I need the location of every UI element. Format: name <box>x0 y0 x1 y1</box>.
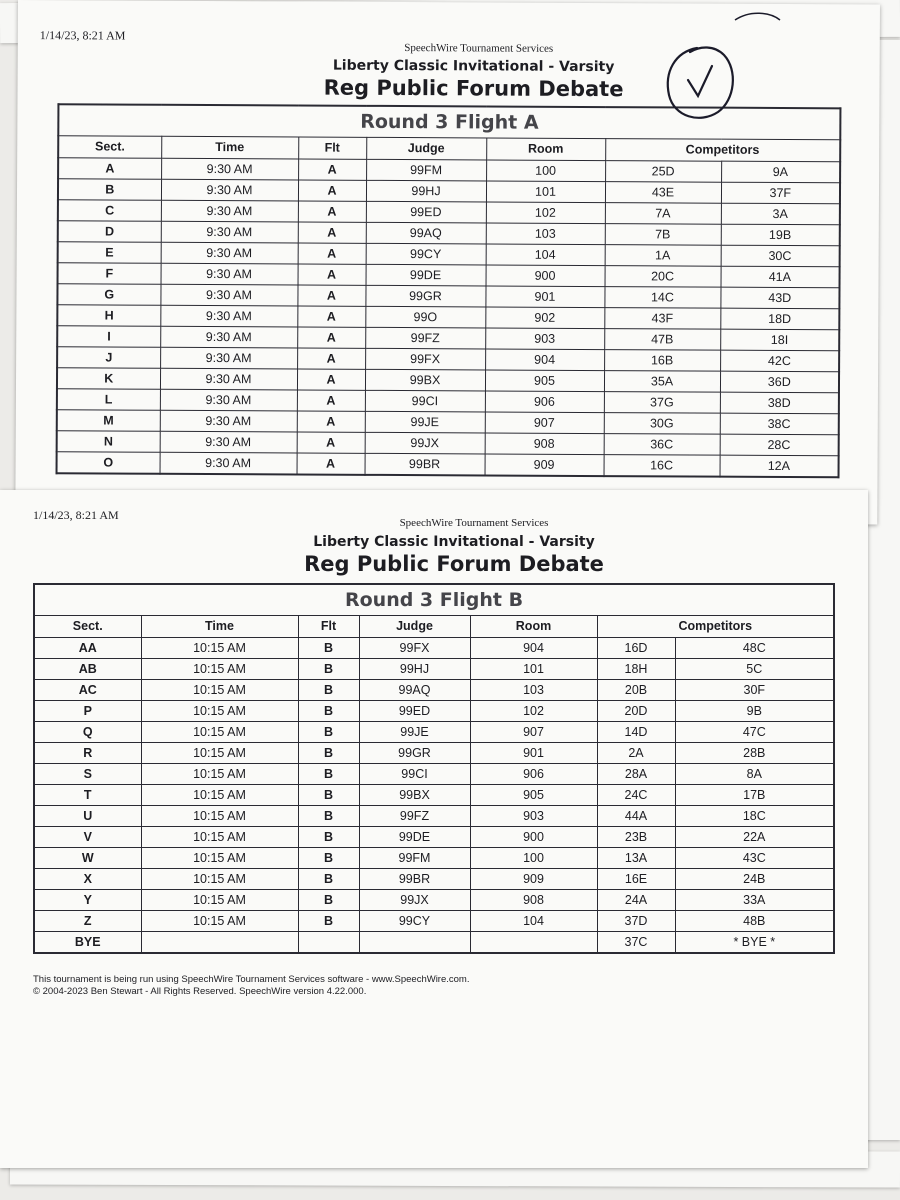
time-cell: 9:30 AM <box>160 452 297 474</box>
round-title: Round 3 Flight A <box>58 104 840 140</box>
judge-cell: 99ED <box>366 201 486 223</box>
flight-cell: B <box>298 785 359 806</box>
time-cell: 9:30 AM <box>160 347 297 369</box>
flight-cell: B <box>298 659 359 680</box>
flight-cell: B <box>298 764 359 785</box>
competitor-2-cell: 9B <box>675 701 834 722</box>
competitor-1-cell: 47B <box>604 329 720 351</box>
time-cell: 10:15 AM <box>141 911 298 932</box>
col-header-sect: Sect. <box>34 616 141 638</box>
competitor-2-cell: 9A <box>721 161 840 183</box>
time-cell: 10:15 AM <box>141 848 298 869</box>
time-cell: 10:15 AM <box>141 785 298 806</box>
time-cell: 9:30 AM <box>161 221 298 243</box>
competitor-1-cell: 20B <box>597 680 675 701</box>
room-cell: 905 <box>470 785 597 806</box>
service-name: SpeechWire Tournament Services <box>404 42 554 55</box>
competitor-1-cell: 2A <box>597 743 675 764</box>
judge-cell: 99FX <box>365 348 485 370</box>
time-cell: 9:30 AM <box>160 305 297 327</box>
competitor-1-cell: 37C <box>597 932 675 954</box>
print-timestamp: 1/14/23, 8:21 AM <box>33 508 119 522</box>
competitor-2-cell: 18C <box>675 806 834 827</box>
time-cell: 9:30 AM <box>161 158 298 180</box>
competitor-1-cell: 24C <box>597 785 675 806</box>
time-cell: 10:15 AM <box>141 659 298 680</box>
section-cell: U <box>34 806 141 827</box>
event-title: Liberty Classic Invitational - Varsity <box>332 57 615 76</box>
competitor-1-cell: 14C <box>604 287 720 309</box>
flight-cell: B <box>298 680 359 701</box>
competitor-1-cell: 30G <box>604 413 720 435</box>
competitor-2-cell: 18D <box>720 308 839 330</box>
room-cell: 900 <box>470 827 597 848</box>
competitor-2-cell: 24B <box>675 869 834 890</box>
flight-cell: B <box>298 890 359 911</box>
competitor-2-cell: 48C <box>675 638 834 659</box>
judge-cell: 99ED <box>359 701 470 722</box>
room-cell: 102 <box>486 202 605 224</box>
judge-cell: 99HJ <box>366 180 486 202</box>
judge-cell: 99FZ <box>365 327 485 349</box>
room-cell: 101 <box>470 659 597 680</box>
room-cell: 904 <box>485 349 604 371</box>
competitor-2-cell: 30C <box>721 245 840 267</box>
judge-cell: 99O <box>365 306 485 328</box>
competitor-1-cell: 43E <box>605 182 721 204</box>
room-cell: 103 <box>470 680 597 701</box>
flight-cell: B <box>298 827 359 848</box>
flight-cell: A <box>297 411 365 432</box>
section-cell: H <box>57 305 160 327</box>
competitor-1-cell: 37D <box>597 911 675 932</box>
service-name: SpeechWire Tournament Services <box>399 517 549 529</box>
time-cell: 10:15 AM <box>141 680 298 701</box>
section-cell: AB <box>34 659 141 680</box>
time-cell: 9:30 AM <box>160 368 297 390</box>
judge-cell: 99BR <box>365 453 485 475</box>
room-cell: 103 <box>486 223 605 245</box>
judge-cell: 99CY <box>359 911 470 932</box>
time-cell: 10:15 AM <box>141 722 298 743</box>
col-header-room: Room <box>470 616 597 638</box>
judge-cell: 99BR <box>359 869 470 890</box>
room-cell: 909 <box>470 869 597 890</box>
event-title: Liberty Classic Invitational - Varsity <box>313 534 595 550</box>
competitor-1-cell: 20C <box>605 266 721 288</box>
table-row <box>34 743 834 764</box>
competitor-2-cell: 18I <box>720 329 839 351</box>
flight-cell: A <box>297 369 365 390</box>
table-row <box>34 659 834 680</box>
judge-cell: 99JX <box>359 890 470 911</box>
flight-cell: B <box>298 911 359 932</box>
judge-cell: 99CI <box>359 764 470 785</box>
flight-cell: B <box>298 743 359 764</box>
judge-cell: 99JX <box>365 432 485 454</box>
competitor-2-cell: 5C <box>675 659 834 680</box>
room-cell: 100 <box>470 848 597 869</box>
competitor-2-cell: 28C <box>720 434 839 456</box>
section-cell: K <box>57 368 160 390</box>
flight-cell: A <box>297 390 365 411</box>
room-cell: 903 <box>485 328 604 350</box>
section-cell: B <box>58 179 161 201</box>
time-cell: 9:30 AM <box>160 284 297 306</box>
section-cell: G <box>57 284 160 306</box>
section-cell: R <box>34 743 141 764</box>
room-cell: 104 <box>486 244 605 266</box>
section-cell: N <box>57 431 160 453</box>
flight-cell: A <box>298 243 366 264</box>
competitor-2-cell: 17B <box>675 785 834 806</box>
competitor-2-cell: 8A <box>675 764 834 785</box>
section-cell: T <box>34 785 141 806</box>
judge-cell: 99DE <box>366 264 486 286</box>
table-row <box>34 890 834 911</box>
room-cell: 904 <box>470 638 597 659</box>
time-cell: 9:30 AM <box>160 431 297 453</box>
judge-cell: 99DE <box>359 827 470 848</box>
flight-cell: A <box>297 453 365 475</box>
section-cell: V <box>34 827 141 848</box>
flight-cell: A <box>298 264 366 285</box>
table-row <box>57 452 839 478</box>
flight-cell: A <box>298 180 366 201</box>
table-row <box>34 848 834 869</box>
col-header-flt: Flt <box>298 616 359 638</box>
competitor-1-cell: 28A <box>597 764 675 785</box>
time-cell: 10:15 AM <box>141 743 298 764</box>
competitor-2-cell: 22A <box>675 827 834 848</box>
section-cell: AC <box>34 680 141 701</box>
competitor-1-cell: 20D <box>597 701 675 722</box>
judge-cell: 99FM <box>366 159 486 181</box>
room-cell: 906 <box>485 391 604 413</box>
room-cell: 104 <box>470 911 597 932</box>
competitor-1-cell: 16D <box>597 638 675 659</box>
judge-cell: 99CI <box>365 390 485 412</box>
table-row <box>34 638 834 659</box>
section-cell: Y <box>34 890 141 911</box>
time-cell: 9:30 AM <box>161 263 298 285</box>
division-title: Reg Public Forum Debate <box>323 75 624 102</box>
judge-cell: 99AQ <box>359 680 470 701</box>
flight-cell: A <box>297 285 365 306</box>
col-header-flt: Flt <box>298 137 366 159</box>
col-header-judge: Judge <box>359 616 470 638</box>
flight-cell: B <box>298 806 359 827</box>
room-cell: 908 <box>485 433 604 455</box>
competitor-2-cell: 30F <box>675 680 834 701</box>
footer-copyright: © 2004-2023 Ben Stewart - All Rights Reserved. SpeechWire version 4.22.000. <box>33 986 367 997</box>
table-row <box>34 932 834 954</box>
competitor-2-cell: 3A <box>721 203 840 225</box>
room-cell: 901 <box>470 743 597 764</box>
competitor-2-cell: 47C <box>675 722 834 743</box>
section-cell: C <box>58 200 161 222</box>
competitor-1-cell: 37G <box>604 392 720 414</box>
col-header-room: Room <box>486 138 605 161</box>
competitor-2-cell: 38C <box>720 413 839 435</box>
time-cell: 10:15 AM <box>141 806 298 827</box>
competitor-1-cell: 18H <box>597 659 675 680</box>
room-cell <box>470 932 597 954</box>
col-header-competitors: Competitors <box>605 139 840 162</box>
competitor-1-cell: 24A <box>597 890 675 911</box>
room-cell: 100 <box>486 160 605 182</box>
flight-a-sheet <box>15 0 880 525</box>
flight-cell: A <box>297 432 365 453</box>
competitor-1-cell: 7B <box>605 224 721 246</box>
section-cell: Q <box>34 722 141 743</box>
room-cell: 900 <box>486 265 605 287</box>
section-cell: BYE <box>34 932 141 954</box>
round-title: Round 3 Flight B <box>34 584 834 616</box>
competitor-1-cell: 16C <box>604 455 720 477</box>
competitor-1-cell: 25D <box>605 161 721 183</box>
time-cell: 10:15 AM <box>141 869 298 890</box>
room-cell: 909 <box>485 454 604 476</box>
competitor-1-cell: 16B <box>604 350 720 372</box>
time-cell: 9:30 AM <box>160 326 297 348</box>
competitor-1-cell: 1A <box>605 245 721 267</box>
pairings-table <box>33 583 835 954</box>
room-cell: 902 <box>485 307 604 329</box>
division-title: Reg Public Forum Debate <box>304 552 604 576</box>
judge-cell: 99JE <box>359 722 470 743</box>
competitor-2-cell: 33A <box>675 890 834 911</box>
competitor-1-cell: 13A <box>597 848 675 869</box>
competitor-2-cell: 42C <box>720 350 839 372</box>
section-cell: F <box>58 263 161 285</box>
section-cell: X <box>34 869 141 890</box>
footer-software-note: This tournament is being run using SpeechWire Tournament Services software - www.SpeechWire.com. <box>33 974 470 985</box>
competitor-2-cell: 38D <box>720 392 839 414</box>
competitor-1-cell: 23B <box>597 827 675 848</box>
judge-cell <box>359 932 470 954</box>
section-cell: O <box>57 452 160 474</box>
competitor-1-cell: 44A <box>597 806 675 827</box>
col-header-judge: Judge <box>366 137 486 160</box>
competitor-2-cell: 36D <box>720 371 839 393</box>
pairings-table <box>56 103 842 478</box>
judge-cell: 99HJ <box>359 659 470 680</box>
section-cell: L <box>57 389 160 411</box>
competitor-1-cell: 7A <box>605 203 721 225</box>
col-header-sect: Sect. <box>58 136 161 159</box>
judge-cell: 99BX <box>365 369 485 391</box>
table-row <box>34 869 834 890</box>
time-cell: 9:30 AM <box>160 410 297 432</box>
competitor-1-cell: 16E <box>597 869 675 890</box>
room-cell: 901 <box>485 286 604 308</box>
judge-cell: 99GR <box>359 743 470 764</box>
judge-cell: 99FM <box>359 848 470 869</box>
section-cell: S <box>34 764 141 785</box>
table-row <box>34 722 834 743</box>
competitor-2-cell: 37F <box>721 182 840 204</box>
table-row <box>34 827 834 848</box>
competitor-2-cell: 41A <box>721 266 840 288</box>
flight-cell: A <box>297 348 365 369</box>
col-header-time: Time <box>141 616 298 638</box>
room-cell: 907 <box>485 412 604 434</box>
competitor-2-cell: * BYE * <box>675 932 834 954</box>
judge-cell: 99BX <box>359 785 470 806</box>
competitor-1-cell: 35A <box>604 371 720 393</box>
section-cell: E <box>58 242 161 264</box>
col-header-time: Time <box>161 136 298 159</box>
room-cell: 101 <box>486 181 605 203</box>
flight-cell: A <box>297 327 365 348</box>
section-cell: D <box>58 221 161 243</box>
room-cell: 905 <box>485 370 604 392</box>
flight-cell: B <box>298 638 359 659</box>
time-cell: 9:30 AM <box>161 200 298 222</box>
flight-cell: A <box>298 201 366 222</box>
room-cell: 907 <box>470 722 597 743</box>
judge-cell: 99CY <box>366 243 486 265</box>
competitor-1-cell: 43F <box>604 308 720 330</box>
judge-cell: 99AQ <box>366 222 486 244</box>
table-row <box>34 785 834 806</box>
table-row <box>34 911 834 932</box>
time-cell: 10:15 AM <box>141 890 298 911</box>
time-cell: 10:15 AM <box>141 827 298 848</box>
section-cell: AA <box>34 638 141 659</box>
time-cell: 10:15 AM <box>141 764 298 785</box>
section-cell: P <box>34 701 141 722</box>
competitor-1-cell: 36C <box>604 434 720 456</box>
room-cell: 906 <box>470 764 597 785</box>
time-cell: 9:30 AM <box>161 242 298 264</box>
judge-cell: 99GR <box>365 285 485 307</box>
section-cell: Z <box>34 911 141 932</box>
competitor-2-cell: 43C <box>675 848 834 869</box>
time-cell: 9:30 AM <box>161 179 298 201</box>
table-row <box>34 680 834 701</box>
section-cell: W <box>34 848 141 869</box>
competitor-2-cell: 19B <box>721 224 840 246</box>
competitor-2-cell: 48B <box>675 911 834 932</box>
room-cell: 908 <box>470 890 597 911</box>
judge-cell: 99JE <box>365 411 485 433</box>
section-cell: A <box>58 158 161 180</box>
print-timestamp: 1/14/23, 8:21 AM <box>39 28 126 43</box>
flight-b-sheet <box>0 490 868 1168</box>
section-cell: M <box>57 410 160 432</box>
flight-cell <box>298 932 359 954</box>
competitor-2-cell: 12A <box>720 455 839 477</box>
flight-cell: B <box>298 869 359 890</box>
judge-cell: 99FX <box>359 638 470 659</box>
judge-cell: 99FZ <box>359 806 470 827</box>
flight-cell: B <box>298 722 359 743</box>
time-cell: 10:15 AM <box>141 701 298 722</box>
competitor-2-cell: 43D <box>720 287 839 309</box>
table-row <box>34 806 834 827</box>
competitor-1-cell: 14D <box>597 722 675 743</box>
table-row <box>34 701 834 722</box>
flight-cell: A <box>297 306 365 327</box>
flight-cell: A <box>298 159 366 180</box>
flight-cell: B <box>298 701 359 722</box>
time-cell: 10:15 AM <box>141 638 298 659</box>
table-row <box>34 764 834 785</box>
flight-cell: B <box>298 848 359 869</box>
competitor-2-cell: 28B <box>675 743 834 764</box>
room-cell: 903 <box>470 806 597 827</box>
flight-cell: A <box>298 222 366 243</box>
time-cell: 9:30 AM <box>160 389 297 411</box>
section-cell: J <box>57 347 160 369</box>
time-cell <box>141 932 298 954</box>
section-cell: I <box>57 326 160 348</box>
room-cell: 102 <box>470 701 597 722</box>
col-header-competitors: Competitors <box>597 616 834 638</box>
